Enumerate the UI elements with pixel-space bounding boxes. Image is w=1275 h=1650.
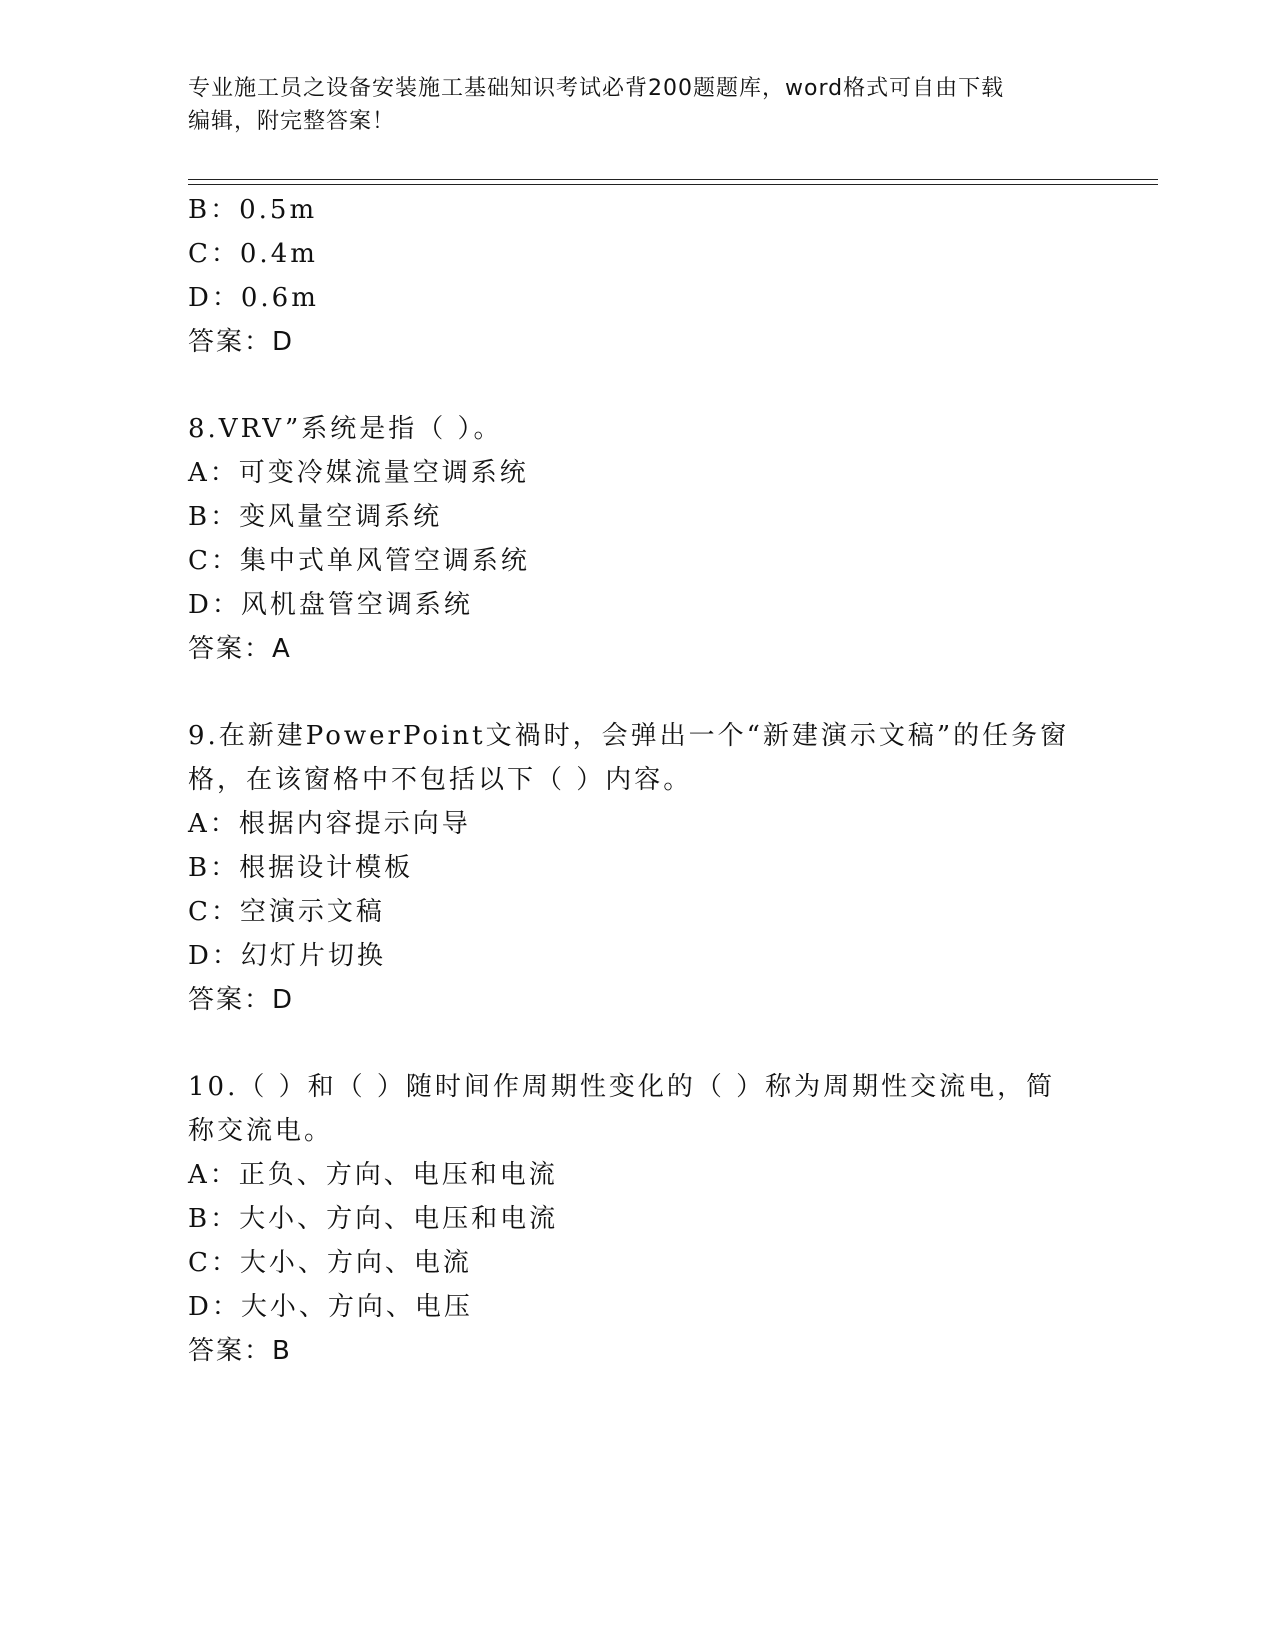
q8-option-c: C：集中式单风管空调系统 <box>188 546 530 576</box>
q8-option-a: A：可变冷媒流量空调系统 <box>188 458 529 488</box>
q10-option-c: C：大小、方向、电流 <box>188 1248 472 1278</box>
q10-answer: 答案：B <box>188 1336 292 1366</box>
q7-answer: 答案：D <box>188 327 295 357</box>
header-divider-bottom <box>188 184 1158 185</box>
q10-option-b: B：大小、方向、电压和电流 <box>188 1204 559 1234</box>
q9-option-c: C：空演示文稿 <box>188 897 385 927</box>
q9-option-d: D：幻灯片切换 <box>188 941 386 971</box>
q10-stem-line-2: 称交流电。 <box>188 1116 334 1146</box>
q8-option-d: D：风机盘管空调系统 <box>188 590 473 620</box>
q7-option-c: C：0.4m <box>188 239 318 269</box>
q9-stem-line-1: 9.在新建PowerPoint文禍时，会弹出一个“新建演示文稿”的任务窗 <box>188 721 1070 751</box>
header-divider-top <box>188 179 1158 180</box>
q8-option-b: B：变风量空调系统 <box>188 502 443 532</box>
q10-option-a: A：正负、方向、电压和电流 <box>188 1160 558 1190</box>
q7-option-d: D：0.6m <box>188 283 319 313</box>
q9-answer: 答案：D <box>188 985 295 1015</box>
header-line-1: 专业施工员之设备安装施工基础知识考试必背200题题库，word格式可自由下载 <box>188 76 1005 101</box>
header-line-2: 编辑，附完整答案！ <box>188 109 396 134</box>
q8-stem: 8.VRV”系统是指（ ）。 <box>188 414 503 444</box>
q10-option-d: D：大小、方向、电压 <box>188 1292 473 1322</box>
q8-answer: 答案：A <box>188 634 292 664</box>
q10-stem-line-1: 10.（ ）和（ ）随时间作周期性变化的（ ）称为周期性交流电，简 <box>188 1072 1056 1102</box>
q9-stem-line-2: 格，在该窗格中不包括以下（ ）内容。 <box>188 765 693 795</box>
q9-option-b: B：根据设计模板 <box>188 853 414 883</box>
q7-option-b: B：0.5m <box>188 195 318 225</box>
document-header <box>188 72 1088 138</box>
q9-option-a: A：根据内容提示向导 <box>188 809 471 839</box>
